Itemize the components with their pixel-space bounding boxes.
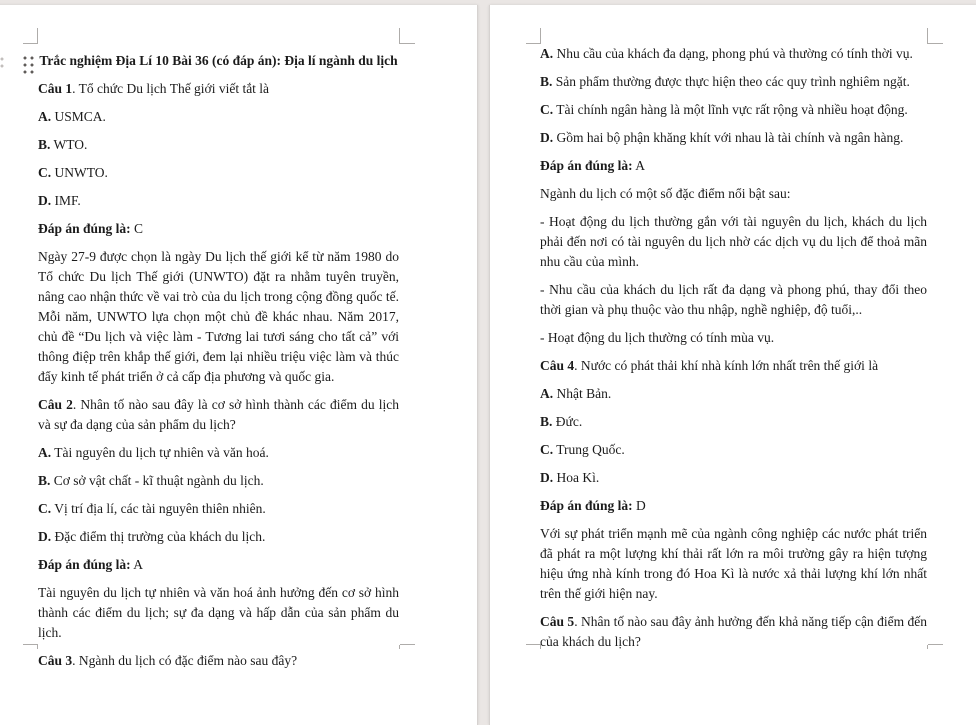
question-2-label: Câu 2	[38, 397, 73, 412]
right-page-text-column	[540, 44, 927, 660]
question-4	[540, 356, 927, 376]
crop-mark	[400, 644, 415, 645]
option-4-a-text: Nhật Bản.	[553, 386, 612, 401]
question-2	[38, 395, 399, 435]
crop-mark	[23, 644, 38, 645]
question-1-label: Câu 1	[38, 81, 73, 96]
option-2-d-text: Đặc điểm thị trường của khách du lịch.	[51, 529, 266, 544]
option-1-a	[38, 107, 399, 127]
option-1-d-text: IMF.	[51, 193, 81, 208]
explanation-3-bullet-1	[540, 212, 927, 272]
option-1-c	[38, 163, 399, 183]
option-3-a	[540, 44, 927, 64]
option-3-d	[540, 128, 927, 148]
option-4-a	[540, 384, 927, 404]
explanation-4	[540, 524, 927, 604]
option-3-d-text: Gồm hai bộ phận khăng khít với nhau là tài chính và ngân hàng.	[553, 130, 904, 145]
crop-mark	[927, 28, 928, 44]
option-3-a-letter: A.	[540, 46, 554, 61]
option-1-c-letter: C.	[38, 165, 52, 180]
answer-4-value: D	[632, 498, 646, 513]
option-4-a-letter: A.	[540, 386, 554, 401]
option-4-c-text: Trung Quốc.	[553, 442, 625, 457]
option-4-b-letter: B.	[540, 414, 553, 429]
answer-4-label: Đáp án đúng là:	[540, 498, 633, 513]
option-1-b-letter: B.	[38, 137, 51, 152]
drag-handle-icon[interactable]	[23, 56, 36, 76]
option-2-b-letter: B.	[38, 473, 51, 488]
option-4-d-letter: D.	[540, 470, 554, 485]
question-4-text: . Nước có phát thải khí nhà kính lớn nhất trên thế giới là	[574, 358, 879, 373]
crop-mark	[526, 644, 541, 645]
option-4-d	[540, 468, 927, 488]
option-1-b	[38, 135, 399, 155]
option-4-b	[540, 412, 927, 432]
document-title: Trắc nghiệm Địa Lí 10 Bài 36 (có đáp án): Địa lí ngành du lịch	[39, 53, 398, 68]
option-2-b	[38, 471, 399, 491]
page-gap	[477, 0, 489, 649]
answer-2-label: Đáp án đúng là:	[38, 557, 131, 572]
option-2-b-text: Cơ sở vật chất - kĩ thuật ngành du lịch.	[50, 473, 264, 488]
left-page-text-column	[38, 43, 399, 679]
option-1-c-text: UNWTO.	[51, 165, 108, 180]
crop-mark	[928, 644, 943, 645]
option-2-c	[38, 499, 399, 519]
option-4-c-letter: C.	[540, 442, 554, 457]
question-5-text: . Nhân tố nào sau đây ảnh hưởng đến khả năng tiếp cận điểm đến của khách du lịch?	[540, 614, 928, 649]
crop-mark	[399, 645, 400, 649]
question-3-text: . Ngành du lịch có đặc điểm nào sau đây?	[72, 653, 298, 668]
option-3-b	[540, 72, 927, 92]
option-1-d	[38, 191, 399, 211]
explanation-1	[38, 247, 399, 387]
option-3-c-text: Tài chính ngân hàng là một lĩnh vực rất rộng và nhiều hoạt động.	[553, 102, 908, 117]
question-4-label: Câu 4	[540, 358, 575, 373]
crop-mark	[23, 43, 38, 44]
crop-mark	[37, 28, 38, 44]
answer-2	[38, 555, 399, 575]
option-2-c-text: Vị trí địa lí, các tài nguyên thiên nhiên.	[51, 501, 266, 516]
answer-1	[38, 219, 399, 239]
crop-mark	[526, 43, 541, 44]
answer-1-label: Đáp án đúng là:	[38, 221, 131, 236]
explanation-4-text: Với sự phát triển mạnh mẽ của ngành công nghiệp các nước phát triển đã phát ra một lượng khí thải rất lớn ra môi trường gây ra hiện tượng hiệu ứng nhà kính trong đó Hoa Kì là nước xả thải lượng khí lớn nhất trên thế giới hiện nay.	[540, 526, 927, 601]
crop-mark	[540, 28, 541, 44]
answer-1-value: C	[130, 221, 144, 236]
explanation-3-bullet-3	[540, 328, 927, 348]
explanation-3-bullet-2-text: - Nhu cầu của khách du lịch rất đa dạng và phong phú, thay đổi theo thời gian và phụ thuộc vào thu nhập, nghề nghiệp, độ tuổi,..	[540, 282, 927, 317]
option-1-a-text: USMCA.	[51, 109, 106, 124]
option-3-a-text: Nhu cầu của khách đa dạng, phong phú và thường có tính thời vụ.	[553, 46, 913, 61]
crop-mark	[927, 645, 928, 649]
explanation-3-intro	[540, 184, 927, 204]
explanation-3-intro-text: Ngành du lịch có một số đặc điểm nổi bật sau:	[540, 186, 791, 201]
question-3-label: Câu 3	[38, 653, 73, 668]
crop-mark	[400, 43, 415, 44]
option-4-d-text: Hoa Kì.	[553, 470, 600, 485]
explanation-1-text: Ngày 27-9 được chọn là ngày Du lịch thế giới kể từ năm 1980 do Tổ chức Du lịch Thế giới (UNWTO) đặt ra nhằm tuyên truyền, nâng cao nhận thức về vai trò của du lịch trong cộng đồng quốc tế. Mỗi năm, UNWTO lựa chọn một chủ đề khác nhau. Năm 2017, chủ đề “Du lịch và việc làm - Tương lai tươi sáng cho tất cả” với thông điệp trên khắp thế giới, đem lại nhiều triệu việc làm và thúc đẩy kinh tế phát triển ở cả cấp địa phương và quốc gia.	[38, 249, 399, 384]
answer-4	[540, 496, 927, 516]
option-4-c	[540, 440, 927, 460]
crop-mark	[928, 43, 943, 44]
drag-handle-partial-icon	[0, 57, 6, 71]
explanation-2	[38, 583, 399, 643]
question-5-label: Câu 5	[540, 614, 575, 629]
answer-3-label: Đáp án đúng là:	[540, 158, 633, 173]
option-3-c	[540, 100, 927, 120]
question-1-text: . Tổ chức Du lịch Thế giới viết tắt là	[72, 81, 270, 96]
explanation-3-bullet-3-text: - Hoạt động du lịch thường có tính mùa vụ.	[540, 330, 775, 345]
option-4-b-text: Đức.	[552, 414, 583, 429]
question-5	[540, 612, 927, 652]
option-2-a-text: Tài nguyên du lịch tự nhiên và văn hoá.	[51, 445, 269, 460]
crop-mark	[399, 28, 400, 44]
answer-3-value: A	[632, 158, 646, 173]
question-1	[38, 79, 399, 99]
option-2-d	[38, 527, 399, 547]
question-3	[38, 651, 399, 671]
option-1-a-letter: A.	[38, 109, 52, 124]
option-2-a-letter: A.	[38, 445, 52, 460]
answer-2-value: A	[130, 557, 144, 572]
explanation-3-bullet-2	[540, 280, 927, 320]
option-3-d-letter: D.	[540, 130, 554, 145]
option-3-b-letter: B.	[540, 74, 553, 89]
option-3-b-text: Sản phẩm thường được thực hiện theo các quy trình nghiêm ngặt.	[552, 74, 910, 89]
option-1-d-letter: D.	[38, 193, 52, 208]
explanation-3-bullet-1-text: - Hoạt động du lịch thường gắn với tài nguyên du lịch, khách du lịch phải đến nơi có tài nguyên du lịch nhờ các dịch vụ du lịch để thoả mãn nhu cầu của mình.	[540, 214, 927, 269]
option-2-c-letter: C.	[38, 501, 52, 516]
option-1-b-text: WTO.	[50, 137, 88, 152]
option-2-a	[38, 443, 399, 463]
option-2-d-letter: D.	[38, 529, 52, 544]
question-2-text: . Nhân tố nào sau đây là cơ sở hình thành các điểm du lịch và sự đa dạng của sản phẩm du lịch?	[38, 397, 399, 432]
option-3-c-letter: C.	[540, 102, 554, 117]
explanation-2-text: Tài nguyên du lịch tự nhiên và văn hoá ảnh hưởng đến cơ sở hình thành các điểm du lịch; sự đa dạng và hấp dẫn của sản phẩm du lịch.	[38, 585, 399, 640]
answer-3	[540, 156, 927, 176]
